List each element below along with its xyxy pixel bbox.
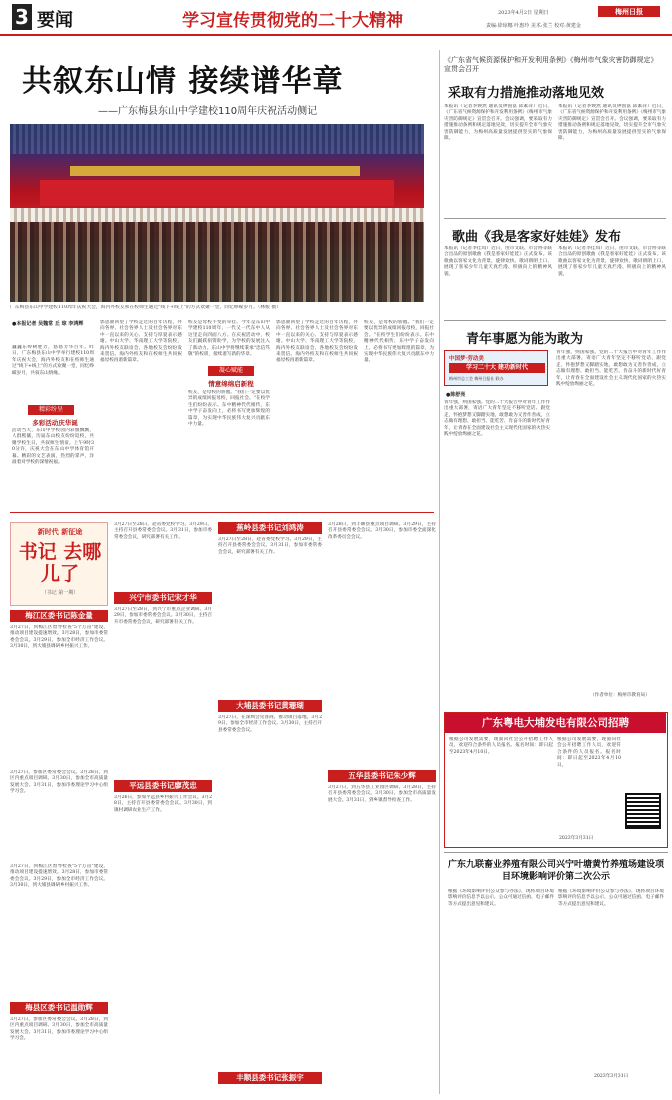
secretary-banner-sub: （书记 第一期）: [41, 590, 79, 596]
lead-sub1: 精彩纷呈: [28, 405, 74, 415]
ad-jiulian: [444, 852, 668, 1092]
lead-title: 共叙东山情 接续谱华章: [22, 64, 344, 99]
sec-body-3: 3月26日，参加平远县乡村振兴工作会议。3月28日，主持召开县委常委会会议。3月30日，到镇村调研农业生产工作。: [114, 795, 212, 813]
ad-dianli-date: 2023年3月31日: [559, 836, 594, 841]
lead-col1: 巍巍东岭树胜芳，悠悠芳华百年。昨日，广东梅县东山中学举行建校110周年庆祝大会，海内外校友和在校师生通过"线下+线上"的方式欢聚一堂，同忆峥嵘岁月，共叙东山情缘。: [12, 345, 94, 376]
youth-byline: ●陈舒亮: [446, 392, 466, 398]
lead-subtitle: ——广东梅县东山中学建校110周年庆祝活动侧记: [98, 106, 318, 117]
sec-title-5: 大埔县委书记黄珊瑚: [236, 701, 304, 710]
sec-body-2: 3月27日至28日，到兴宁市重点企业调研。3月29日，参加市委常委会会议。3月30日，主持召开市委常委会会议，研究部署有关工作。: [114, 607, 212, 625]
secretary-banner-main: 书记 去哪儿了: [18, 541, 102, 585]
lead-col2: 郭思骏回望了学校走过的百年历程，并向各界、社会各界人士及社会各界对东中一直以来的关心、支持与厚爱表示感谢。中山大学、华南理工大学等院校，海内外校友联谊会、各地校友会纷纷发来贺信。海内外校友和在校师生共同祝福母校再谱新篇章。: [100, 320, 182, 364]
youth-col2: 青年强，则国家强。党的二十大报告中对青年工作作出重大部署，寄语广大青年坚定不移听党话、跟党走，怀抱梦想又脚踏实地，敢想敢为又善作善成，立志做有理想、敢担当、能吃苦、肯奋斗的新时代好青年，让青春在全面建设社会主义现代化国家的火热实践中绽放绚丽之花。: [556, 350, 666, 388]
sec-title-7: 五华县委书记朱少辉: [348, 771, 416, 780]
lead-col4: 郭思骏回望了学校走过的百年历程，并向各界、社会各界人士及社会各界对东中一直以来的关心、支持与厚爱表示感谢。中山大学、华南理工大学等院校，海内外校友联谊会、各地校友会纷纷发来贺信。海内外校友和在校师生共同祝福母校再谱新篇章。: [276, 320, 358, 364]
ad-dianli-body: 根据公司发展需要，现面向社会公开招聘工作人员，欢迎符合条件的人员报名。报名时间：即日起至2023年4月10日。: [449, 737, 553, 755]
lead-col3-subb: 情意绵绵启新程: [208, 380, 254, 388]
youth-badge: [444, 350, 548, 386]
sec-body-5: 3月27日，在深圳会见客商，推动项目落地。3月29日，参加全市经济工作会议。3月30日，主持召开县委常委会会议。: [218, 715, 322, 733]
sec-head-2: [114, 592, 212, 604]
secretary-banner-top: 新时代 新征途: [37, 528, 83, 536]
qr-code-icon: [625, 793, 661, 829]
sec-body-0: 3月27日，到梅江区督导检查"5个万亩"建设，推动项目建设提速增效。3月28日，参加市委常委会会议。3月29日，参加全市经济工作会议。3月30日，到大埔县调研乡村振兴工作。: [10, 625, 108, 650]
sec-head-3: [114, 780, 212, 792]
sec-title-4: 蕉岭县委书记刘鸿涛: [236, 523, 304, 532]
sec-title-0: 梅江区委书记陈金量: [25, 611, 93, 620]
weather-body-2: 本报讯（记者李焕然 通讯员钟国富 邱素萍）近日，《广东省气候资源保护和开发利用条例》《梅州市气象灾害防御规定》宣贯会召开。会议强调，要采取有力措施推动条例和规定落地见效，切实提升全市气象灾害防御能力，为梅州高质量发展提供坚实的气象保障。: [558, 104, 666, 142]
ad-jiulian-date: 2023年3月31日: [594, 1074, 629, 1079]
ad-dianli-body-2: 根据公司发展需要，现面向社会公开招聘工作人员，欢迎符合条件的人员报名。报名时间：即日起至2023年4月10日。: [557, 737, 621, 768]
sec-title-6: 丰顺县委书记张振宇: [236, 1073, 304, 1082]
weather-title: 采取有力措施推动落地见效: [448, 86, 605, 101]
sec-body-7: 3月27日，到五华县工业园区调研。3月28日，主持召开县委常委会会议。3月30日，参加全市高质量发展大会。3月31日，到乡镇督导检查工作。: [328, 785, 436, 803]
sec-body-4: 3月27日至28日，赴省委党校学习。3月29日，主持召开县委常委会会议。3月31日，参加市委常委会会议，研究部署有关工作。: [218, 537, 322, 555]
weather-body-1: 本报讯（记者李焕然 通讯员钟国富 邱素萍）近日，《广东省气候资源保护和开发利用条例》《梅州市气象灾害防御规定》宣贯会召开。会议强调，要采取有力措施推动条例和规定落地见效，切实提升全市气象灾害防御能力，为梅州高质量发展提供坚实的气象保障。: [444, 104, 552, 142]
sec-body-top2: 3月27日至28日，赴省委党校学习。3月29日，主持召开县委常委会会议。3月31日，参加市委常委会会议，研究部署有关工作。: [114, 522, 212, 540]
lead-col5: 校友，是母校的骄傲。"我们一定要以优异的成绩回报母校，回报社会。"在校学生们纷纷表示。东中精神代代相传，东中学子奋发向上，必将书写更加辉煌的篇章，为实现中华民族伟大复兴贡献东中力量。: [364, 320, 434, 364]
ad-jiulian-body-1: 根据《环境影响评价公众参与办法》，现将项目环境影响评价信息予以公示，公众可通过信函、电子邮件等方式提出意见和建议。: [448, 889, 554, 907]
sec-body-1b: 3月27日，到梅江区督导检查"5个万亩"建设，推动项目建设提速增效。3月28日，参加市委常委会会议。3月29日，参加全市经济工作会议。3月30日，到大埔县调研乡村振兴工作。: [10, 864, 108, 889]
youth-badge-main: 学习二十大 建功新时代: [449, 363, 545, 373]
lead-col3-sub: 凝心赋能: [208, 366, 254, 376]
ad-dianli: [444, 712, 668, 848]
lead-photo: [10, 124, 424, 302]
sec-head-4: [218, 522, 322, 534]
sec-title-1: 梅县区委书记温勋辉: [25, 1003, 93, 1012]
sec-body-1: 3月27日，参加区委常委会会议。3月28日，到区内重点项目调研。3月30日，参加全市高质量发展大会。3月31日，参加市委理论学习中心组学习会。: [10, 1017, 108, 1042]
lead-col3b: 校友，是母校的骄傲。"我们一定要以优异的成绩回报母校，回报社会。"在校学生们纷纷表示。东中精神代代相传，东中学子奋发向上，必将书写更加辉煌的篇章，为实现中华民族伟大复兴贡献东中力量。: [188, 390, 270, 428]
sec-head-0: [10, 610, 108, 622]
lead-col3: 校友是母校不变的牵挂。今年是东山中学建校110周年，一代又一代东中人从这里走向四面八方。在庆祝活动中，校友们踊跃捐资助学，为学校的发展注入了新动力。东山中学将继续秉承"忠信笃敬"的校训，接续谱写新的华章。: [188, 320, 270, 358]
youth-col1: 青年强，则国家强。党的二十大报告中对青年工作作出重大部署，寄语广大青年坚定不移听党话、跟党走，怀抱梦想又脚踏实地，敢想敢为又善作善成，立志做有理想、敢担当、能吃苦、肯奋斗的新时代好青年，让青春在全面建设社会主义现代化国家的火热实践中绽放绚丽之花。: [444, 400, 550, 438]
sec-title-3: 平远县委书记廖茂忠: [129, 781, 197, 790]
ad-jiulian-body-2: 根据《环境影响评价公众参与办法》，现将项目环境影响评价信息予以公示，公众可通过信函、电子邮件等方式提出意见和建议。: [558, 889, 664, 907]
youth-badge-top: 中国梦·劳动美: [449, 356, 484, 362]
weather-kicker: 《广东省气候资源保护和开发利用条例》《梅州市气象灾害防御规定》宣贯会召开: [444, 56, 658, 73]
paper-name: 梅州日报: [598, 6, 660, 17]
lead-byline: ●本报记者 吴魏常 丘 琼 李鸿辉: [12, 321, 84, 327]
youth-title: 青年事愿为能为敢为: [466, 332, 584, 347]
photo-caption: 广东梅县东山中学建校110周年庆祝大会，海内外校友和在校师生通过"线下+线上"的方式欢聚一堂，同忆峥嵘岁月。（林粮 摄）: [10, 305, 281, 310]
section-name: 要闻: [37, 10, 73, 31]
secretary-banner: [10, 522, 108, 606]
lead-sub1b: 多彩活动庆华诞: [32, 419, 78, 427]
song-title: 歌曲《我是客家好娃娃》发布: [452, 230, 622, 245]
sec-title-2: 兴宁市委书记宋才华: [129, 593, 197, 602]
sec-head-5: [218, 700, 322, 712]
youth-badge-sub: 梅州市总工会 梅州日报社 联办: [449, 376, 504, 381]
divider-right-1: [444, 218, 666, 219]
date-line: 2023年4月2日 星期日: [498, 10, 549, 16]
sec-body-6: 3月28日，到丰顺县重点项目调研。3月29日，主持召开县委常委会会议。3月30日，参加市委全面深化改革委员会会议。: [328, 522, 436, 540]
column-divider: [439, 50, 440, 1094]
song-body-1: 本报讯（记者李佳琪）近日，由市文联、市音协等联合出品的原创歌曲《我是客家好娃娃》正式发布。该歌曲以客家文化为背景，旋律欢快、歌词朗朗上口，展现了客家少年儿童天真烂漫、积极向上的精神风貌。: [444, 246, 552, 277]
sec-head-7: [328, 770, 436, 782]
divider-right-2: [444, 320, 666, 321]
slogan: 学习宣传贯彻党的二十大精神: [182, 11, 403, 31]
ad-dianli-title: 广东粤电大埔发电有限公司招聘: [445, 713, 666, 733]
song-body-2: 本报讯（记者李佳琪）近日，由市文联、市音协等联合出品的原创歌曲《我是客家好娃娃》正式发布。该歌曲以客家文化为背景，旋律欢快、歌词朗朗上口，展现了客家少年儿童天真烂漫、积极向上的精神风貌。: [558, 246, 666, 277]
sec-body-0b: 3月27日，参加区委常委会会议。3月28日，到区内重点项目调研。3月30日，参加全市高质量发展大会。3月31日，参加市委理论学习中心组学习会。: [10, 770, 108, 795]
editors: 责编:徐琼娜 叶惠玲 美术:张兰 校对:黄建金: [486, 23, 581, 29]
page-number: 3: [12, 4, 32, 30]
sec-head-1: [10, 1002, 108, 1014]
sec-head-6: [218, 1072, 322, 1084]
youth-note: （作者单位：梅州市教育局）: [590, 693, 650, 698]
lead-col1b: 活动当天，东山中学校园内彩旗飘飘，人群熙攘，历届东山校友纷纷返校，共聚学校生日，共叙师生情谊。上午9时30分许，庆祝大会在东山中学体育馆开幕。精彩的文艺表演，热烈的掌声，洋溢着对学校的深情祝福。: [12, 428, 94, 466]
masthead: [0, 0, 672, 36]
ad-jiulian-title: 广东九联畜业养殖有限公司兴宁叶塘黄竹养殖场建设项目环境影响评价第二次公示: [448, 860, 665, 882]
lead-divider: [10, 512, 434, 513]
